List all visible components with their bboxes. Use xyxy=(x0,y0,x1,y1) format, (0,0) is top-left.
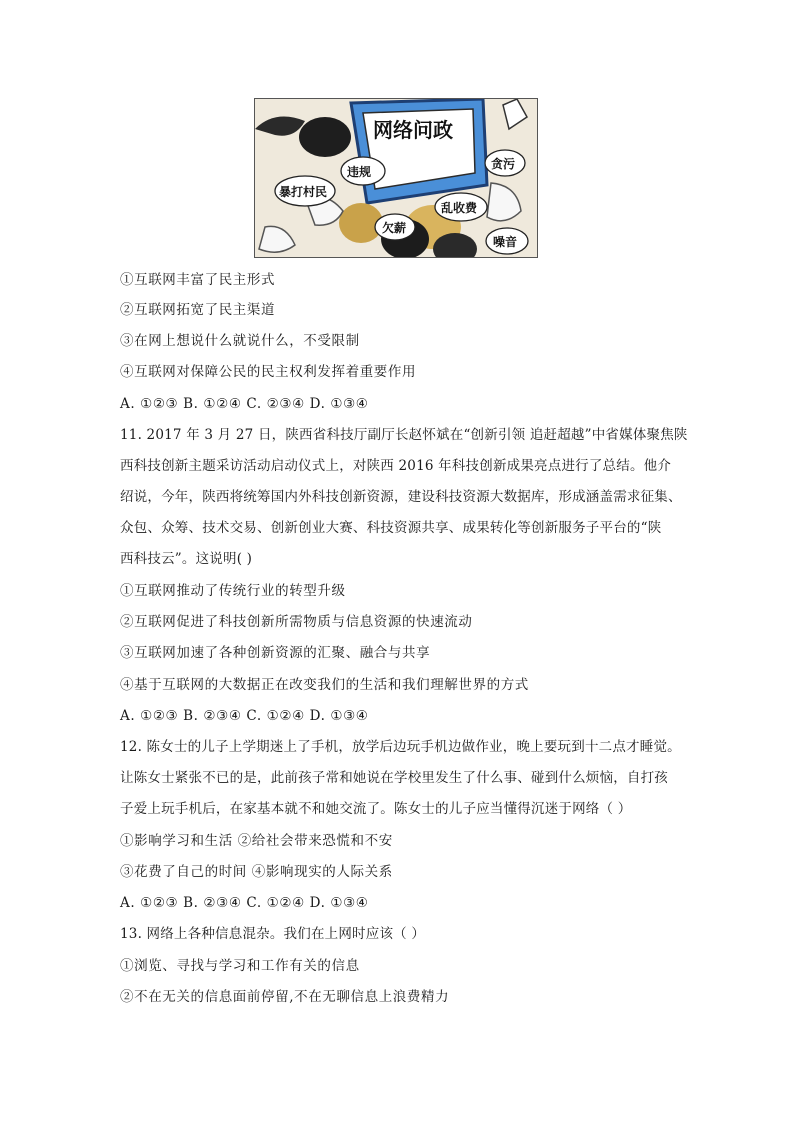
option-line: ②互联网促进了科技创新所需物质与信息资源的快速流动 xyxy=(120,614,473,630)
question-text: 西科技创新主题采访活动启动仪式上，对陕西 2016 年科技创新成果亮点进行了总结。他介 xyxy=(120,458,672,474)
option-line: ②互联网拓宽了民主渠道 xyxy=(120,302,276,318)
option-line: ③花费了自己的时间 ④影响现实的人际关系 xyxy=(120,864,393,880)
question-text: 子爱上玩手机后，在家基本就不和她交流了。陈女士的儿子应当懂得沉迷于网络（ ） xyxy=(120,801,632,817)
option-line: ①互联网丰富了民主形式 xyxy=(120,272,276,288)
question-text: 11. 2017 年 3 月 27 日，陕西省科技厅副厅长赵怀斌在“创新引领 追赶超越”中省媒体聚焦陕 xyxy=(120,427,688,443)
cartoon-drawing xyxy=(255,99,537,257)
bubble-text: 欠薪 xyxy=(382,221,407,235)
question-text: 绍说，今年，陕西将统筹国内外科技创新资源，建设科技资源大数据库，形成涵盖需求征集、 xyxy=(120,489,682,505)
option-line: ④基于互联网的大数据正在改变我们的生活和我们理解世界的方式 xyxy=(120,677,529,693)
option-line: ①影响学习和生活 ②给社会带来恐慌和不安 xyxy=(120,833,393,849)
option-line: ③在网上想说什么就说什么，不受限制 xyxy=(120,333,360,349)
answer-choices: A. ①②③ B. ②③④ C. ①②④ D. ①③④ xyxy=(120,708,369,724)
bubble-text: 噪音 xyxy=(493,235,518,249)
option-line: ①浏览、寻找与学习和工作有关的信息 xyxy=(120,958,360,974)
option-line: ③互联网加速了各种创新资源的汇聚、融合与共享 xyxy=(120,645,431,661)
option-line: ①互联网推动了传统行业的转型升级 xyxy=(120,583,346,599)
question-text: 西科技云”。这说明( ) xyxy=(120,551,253,567)
question-text: 12. 陈女士的儿子上学期迷上了手机，放学后边玩手机边做作业，晚上要玩到十二点才睡觉。 xyxy=(120,739,681,755)
question-text: 让陈女士紧张不已的是，此前孩子常和她说在学校里发生了什么事、碰到什么烦恼，自打孩 xyxy=(120,770,668,786)
cartoon-illustration xyxy=(254,98,538,258)
question-text: 13. 网络上各种信息混杂。我们在上网时应该（ ） xyxy=(120,926,426,942)
bubble-text: 暴打村民 xyxy=(279,185,328,199)
bubble-text: 贪污 xyxy=(491,157,516,171)
monitor-title: 网络问政 xyxy=(373,118,453,142)
answer-choices: A. ①②③ B. ②③④ C. ①②④ D. ①③④ xyxy=(120,895,369,911)
bubble-text: 乱收费 xyxy=(441,201,478,215)
option-line: ②不在无关的信息面前停留,不在无聊信息上浪费精力 xyxy=(120,989,450,1005)
bubble-text: 违规 xyxy=(347,165,372,179)
question-text: 众包、众筹、技术交易、创新创业大赛、科技资源共享、成果转化等创新服务子平台的“陕 xyxy=(120,520,662,536)
answer-choices: A. ①②③ B. ①②④ C. ②③④ D. ①③④ xyxy=(120,396,369,412)
option-line: ④互联网对保障公民的民主权利发挥着重要作用 xyxy=(120,364,417,380)
